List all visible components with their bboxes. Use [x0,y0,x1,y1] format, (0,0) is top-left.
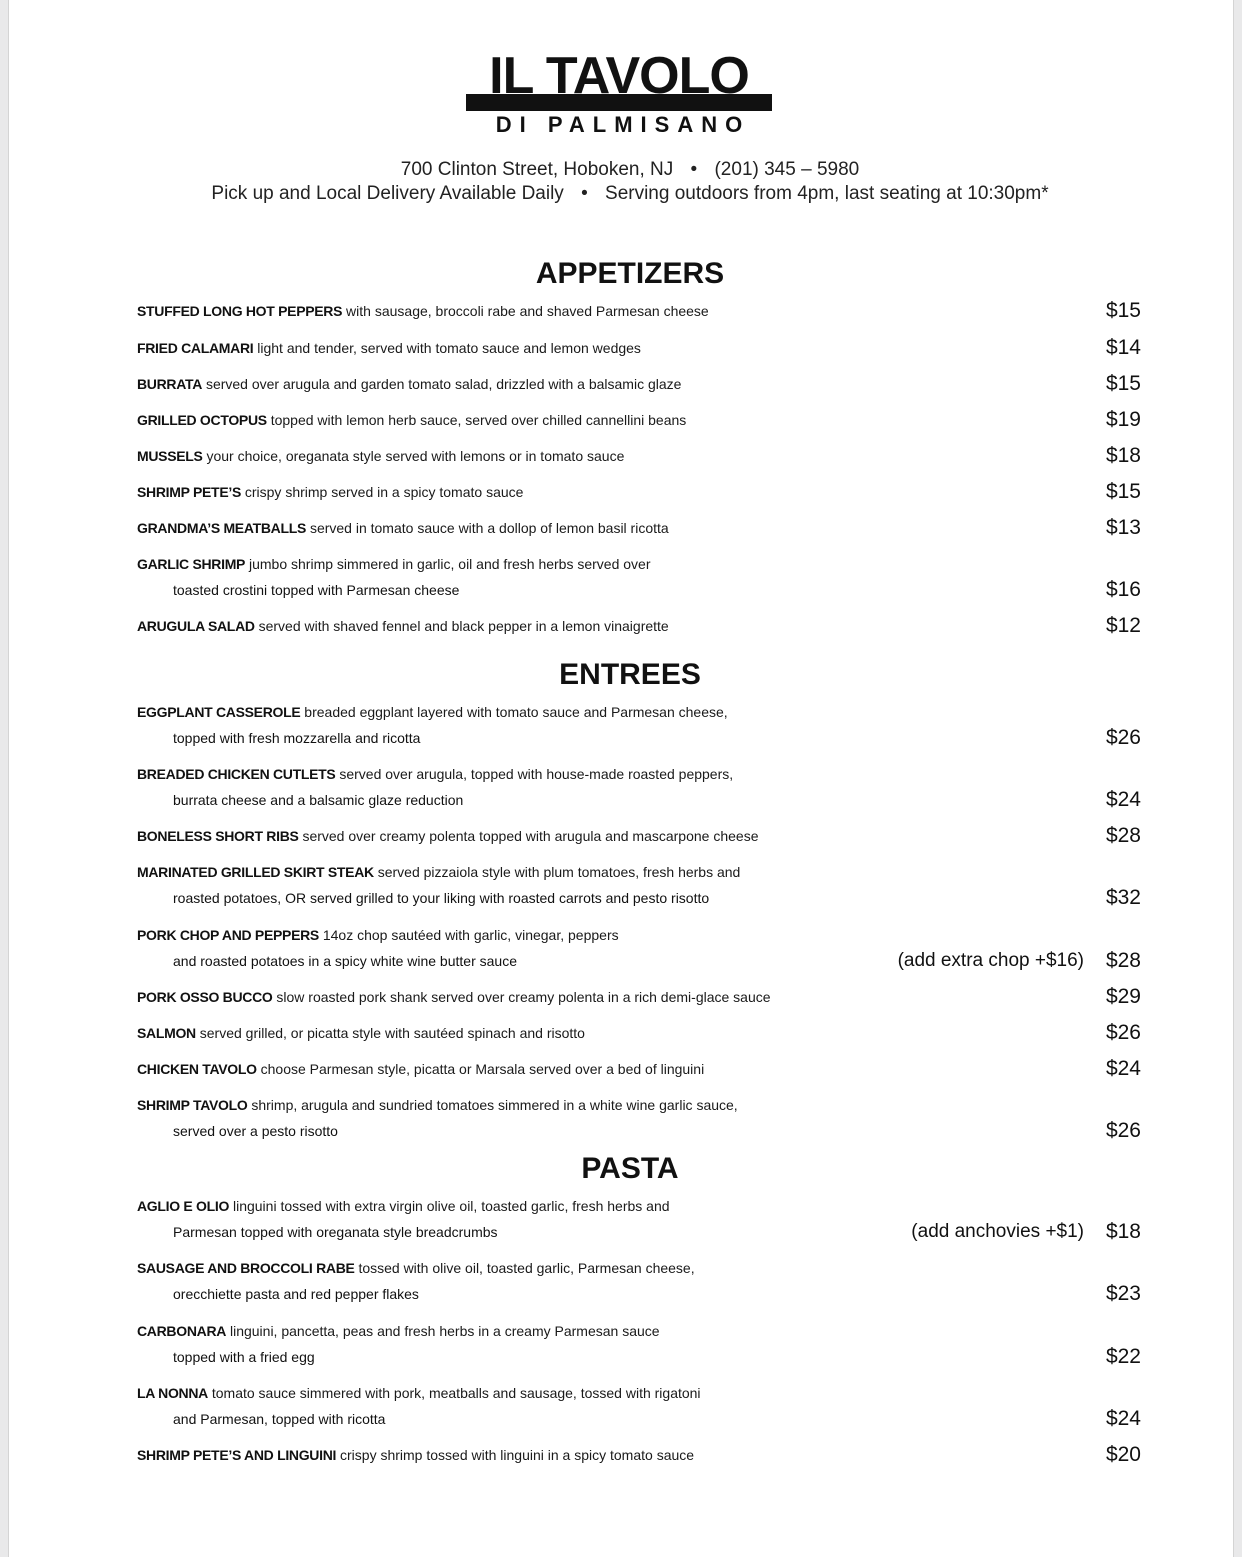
item-name: SHRIMP TAVOLO [137,1097,248,1113]
menu-item [137,1442,1141,1468]
menu-item [137,1318,1141,1370]
menu-item [137,298,1141,324]
item-price: $28 [1105,949,1141,972]
item-name: SALMON [137,1025,196,1041]
item-price: $26 [1105,726,1141,749]
item-price: $18 [1105,444,1141,467]
item-price: $18 [1105,1220,1141,1243]
item-description: tomato sauce simmered with pork, meatballs and sausage, tossed with rigatoni [211,1385,701,1401]
item-name: LA NONNA [137,1385,208,1401]
item-name: BURRATA [137,376,203,392]
item-name: GARLIC SHRIMP [137,556,246,572]
menu-item [137,922,1141,974]
menu-item [137,859,1141,911]
item-description: served with shaved fennel and black pepper in a lemon vinaigrette [258,618,669,634]
logo-title: IL TAVOLO [489,47,749,105]
item-name: EGGPLANT CASSEROLE [137,704,301,720]
item-name: PORK OSSO BUCCO [137,989,273,1005]
item-price: $15 [1105,480,1141,503]
item-description: slow roasted pork shank served over creamy polenta in a rich demi-glace sauce [276,989,771,1005]
separator-dot: • [690,159,698,180]
item-name: GRANDMA’S MEATBALLS [137,520,307,536]
item-price: $29 [1105,985,1141,1008]
item-description: linguini, pancetta, peas and fresh herbs in a creamy Parmesan sauce [229,1323,660,1339]
menu-item [137,1255,1141,1307]
item-name: SHRIMP PETE’S AND LINGUINI [137,1447,337,1463]
item-name: MUSSELS [137,448,203,464]
item-description-continued: topped with a fried egg [173,1349,315,1365]
item-price: $26 [1105,1119,1141,1142]
menu-item [137,479,1141,505]
item-price: $16 [1105,578,1141,601]
item-name: GRILLED OCTOPUS [137,412,267,428]
item-price: $20 [1105,1443,1141,1466]
item-description: crispy shrimp served in a spicy tomato sauce [244,484,524,500]
menu-item [137,761,1141,813]
menu-item [137,823,1141,849]
item-name: ARUGULA SALAD [137,618,255,634]
menu-item [137,1193,1141,1245]
menu-item [137,613,1141,639]
item-name: MARINATED GRILLED SKIRT STEAK [137,864,374,880]
section-title-appetizers: APPETIZERS [535,257,725,290]
menu-item [137,1020,1141,1046]
address: 700 Clinton Street, Hoboken, NJ [400,159,674,180]
item-description: with sausage, broccoli rabe and shaved Parmesan cheese [346,303,709,319]
section-title-pasta: PASTA [581,1152,679,1185]
item-name: CARBONARA [137,1323,227,1339]
item-price: $15 [1105,299,1141,322]
item-price: $19 [1105,408,1141,431]
item-name: SAUSAGE AND BROCCOLI RABE [137,1260,355,1276]
address-line [17,158,1242,182]
section-title-entrees: ENTREES [559,658,701,691]
item-name: BREADED CHICKEN CUTLETS [137,766,336,782]
item-name: PORK CHOP AND PEPPERS [137,927,319,943]
item-price: $13 [1105,516,1141,539]
item-description: linguini tossed with extra virgin olive oil, toasted garlic, fresh herbs and [232,1198,670,1214]
item-name: FRIED CALAMARI [137,340,254,356]
logo-subtitle: DI PALMISANO [495,112,751,137]
item-description-continued: topped with fresh mozzarella and ricotta [173,730,421,746]
item-name: AGLIO E OLIO [137,1198,230,1214]
menu-item [137,1056,1141,1082]
item-description: topped with lemon herb sauce, served over chilled cannellini beans [270,412,687,428]
item-price: $22 [1105,1345,1141,1368]
item-price: $26 [1105,1021,1141,1044]
menu-item [137,407,1141,433]
hours-note: Serving outdoors from 4pm, last seating at 10:30pm* [605,183,1049,204]
item-price: $12 [1105,614,1141,637]
item-addon-note: (add extra chop +$16) [897,950,1084,971]
item-description: shrimp, arugula and sundried tomatoes simmered in a white wine garlic sauce, [251,1097,738,1113]
menu-item [137,1092,1141,1144]
item-description-continued: burrata cheese and a balsamic glaze reduction [173,792,464,808]
item-description: jumbo shrimp simmered in garlic, oil and fresh herbs served over [249,556,651,572]
item-description-continued: served over a pesto risotto [173,1123,338,1139]
item-price: $23 [1105,1282,1141,1305]
item-description: breaded eggplant layered with tomato sauce and Parmesan cheese, [304,704,728,720]
item-description-continued: orecchiette pasta and red pepper flakes [173,1286,419,1302]
item-name: BONELESS SHORT RIBS [137,828,299,844]
item-description: tossed with olive oil, toasted garlic, Parmesan cheese, [358,1260,695,1276]
restaurant-logo [466,46,772,144]
item-description: served over arugula and garden tomato salad, drizzled with a balsamic glaze [205,376,682,392]
menu-item [137,515,1141,541]
item-price: $24 [1105,788,1141,811]
item-name: SHRIMP PETE’S [137,484,241,500]
menu-item [137,443,1141,469]
service-note: Pick up and Local Delivery Available Daily [211,183,564,204]
item-name: STUFFED LONG HOT PEPPERS [137,303,343,319]
item-price: $28 [1105,824,1141,847]
item-price: $24 [1105,1057,1141,1080]
item-name: CHICKEN TAVOLO [137,1061,257,1077]
item-description-continued: roasted potatoes, OR served grilled to your liking with roasted carrots and pesto risotto [173,890,710,906]
item-description: served grilled, or picatta style with sautéed spinach and risotto [199,1025,585,1041]
item-description-continued: and roasted potatoes in a spicy white wine butter sauce [173,953,517,969]
item-description: crispy shrimp tossed with linguini in a spicy tomato sauce [340,1447,695,1463]
item-description: 14oz chop sautéed with garlic, vinegar, peppers [322,927,619,943]
item-description: choose Parmesan style, picatta or Marsala served over a bed of linguini [260,1061,705,1077]
separator-dot: • [581,183,588,204]
menu-item [137,1380,1141,1432]
item-description-continued: and Parmesan, topped with ricotta [173,1411,386,1427]
item-description-continued: toasted crostini topped with Parmesan cheese [173,582,460,598]
item-description: served over arugula, topped with house-made roasted peppers, [339,766,734,782]
item-description-continued: Parmesan topped with oreganata style breadcrumbs [173,1224,498,1240]
item-description: light and tender, served with tomato sauce and lemon wedges [257,340,641,356]
menu-item [137,551,1141,603]
item-description: served over creamy polenta topped with arugula and mascarpone cheese [302,828,759,844]
menu-item [137,699,1141,751]
item-price: $14 [1105,336,1141,359]
item-price: $24 [1105,1407,1141,1430]
item-description: your choice, oreganata style served with lemons or in tomato sauce [206,448,625,464]
item-description: served in tomato sauce with a dollop of lemon basil ricotta [309,520,669,536]
menu-page [8,0,1234,1557]
item-addon-note: (add anchovies +$1) [911,1221,1084,1242]
phone: (201) 345 – 5980 [714,159,860,180]
item-description: served pizzaiola style with plum tomatoes, fresh herbs and [377,864,741,880]
item-price: $32 [1105,886,1141,909]
menu-item [137,984,1141,1010]
menu-item [137,335,1141,361]
menu-item [137,371,1141,397]
service-line [17,182,1242,206]
item-price: $15 [1105,372,1141,395]
